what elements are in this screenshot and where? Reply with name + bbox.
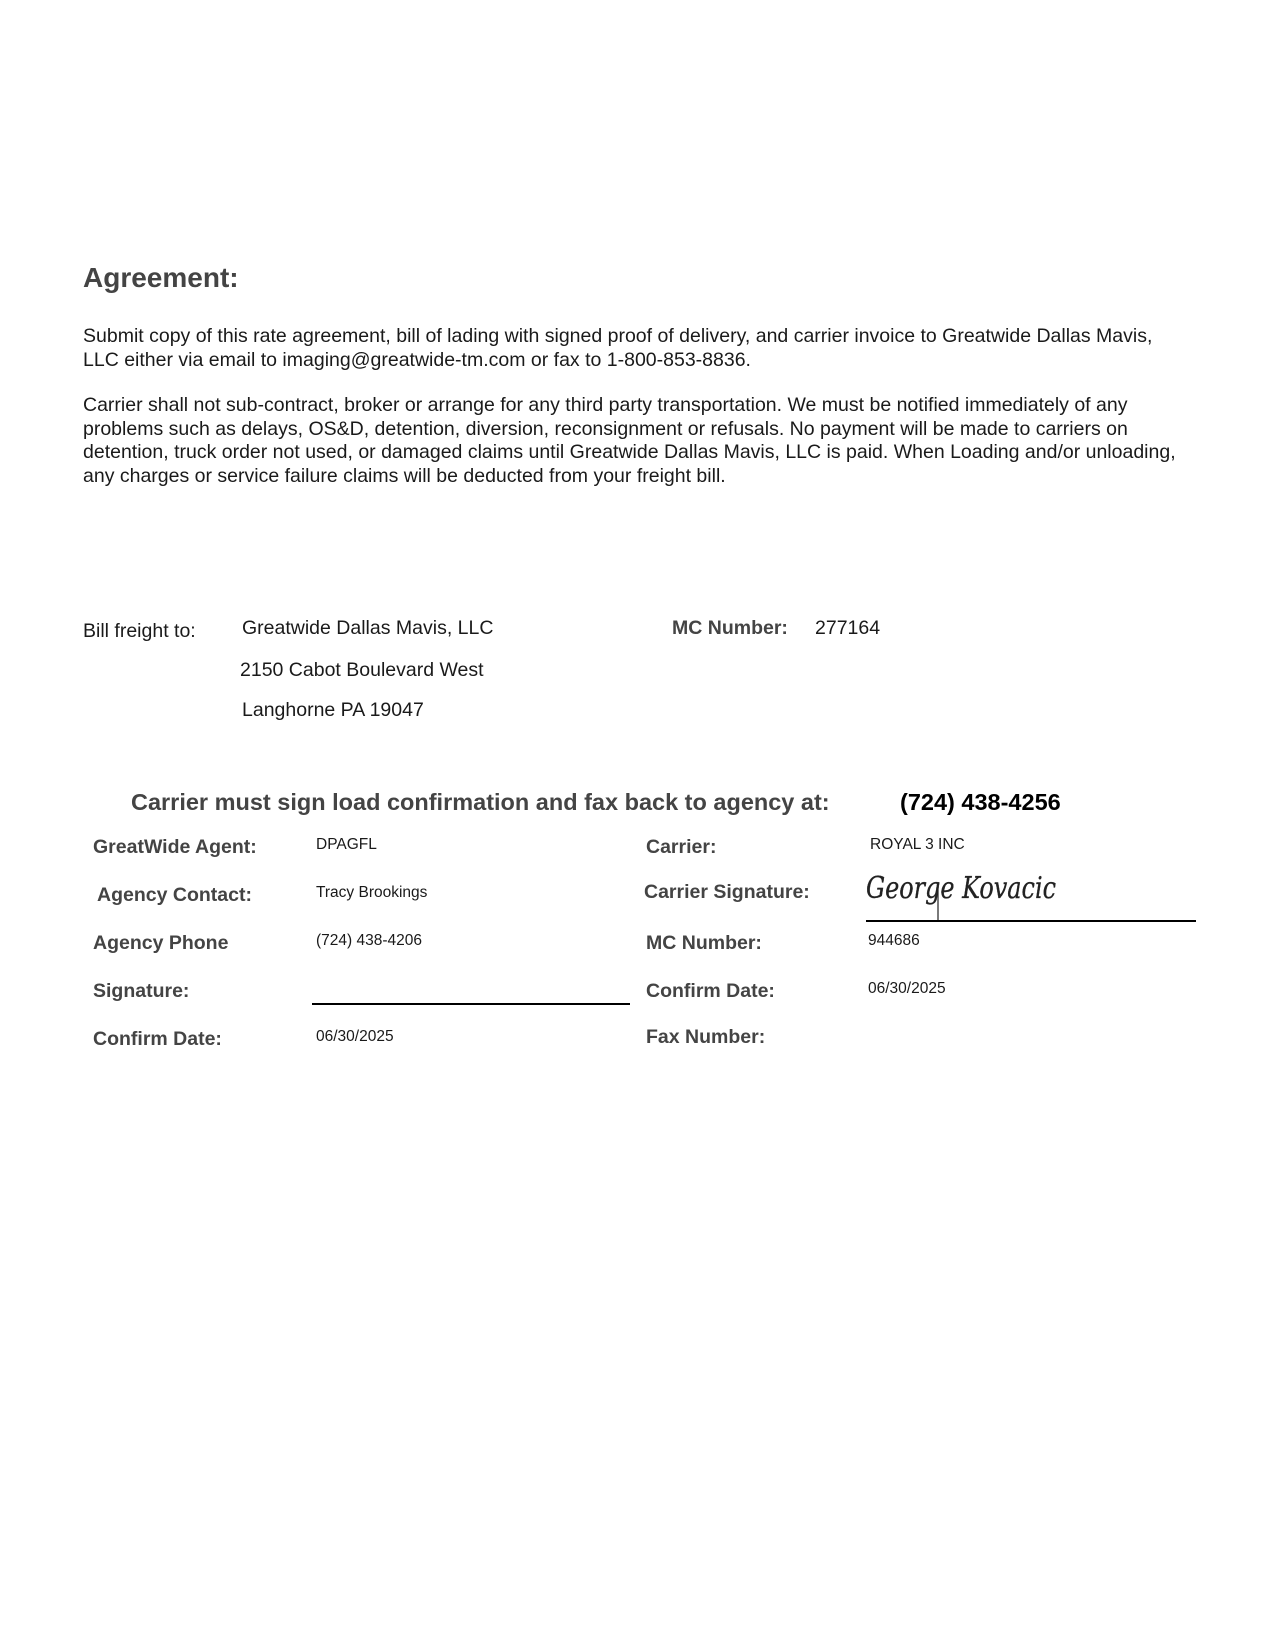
bill-freight-address-line1: 2150 Cabot Boulevard West xyxy=(240,659,484,681)
carrier-confirm-date-label: Confirm Date: xyxy=(646,980,775,1002)
agency-phone-value: (724) 438-4206 xyxy=(316,932,422,949)
agency-confirm-date-value: 06/30/2025 xyxy=(316,1028,394,1045)
agreement-terms-paragraph: Carrier shall not sub-contract, broker or arrange for any third party transportation. We must be notified immediately of any problems such as delays, OS&D, detention, diversion, reconsignment or refusals. No payment will be made to carriers on detention, truck order not used, or damaged claims until Greatwide Dallas Mavis, LLC is paid. When Loading and/or unloading, any charges or service failure claims will be deducted from your freight bill. xyxy=(83,394,1176,487)
carrier-fax-number-label: Fax Number: xyxy=(646,1026,766,1048)
bill-freight-company: Greatwide Dallas Mavis, LLC xyxy=(242,617,494,639)
agency-contact-value: Tracy Brookings xyxy=(316,884,428,901)
bill-mc-number-label: MC Number: xyxy=(672,617,788,639)
agency-phone-label: Agency Phone xyxy=(93,932,229,954)
carrier-value: ROYAL 3 INC xyxy=(870,836,965,853)
bill-freight-address-line2: Langhorne PA 19047 xyxy=(242,699,424,721)
carrier-confirm-date-value: 06/30/2025 xyxy=(868,980,946,997)
agency-fax-number: (724) 438-4256 xyxy=(900,789,1061,815)
agency-contact-label: Agency Contact: xyxy=(97,884,252,906)
agreement-heading: Agreement: xyxy=(83,262,239,293)
agent-label: GreatWide Agent: xyxy=(93,836,257,858)
confirmation-instruction: Carrier must sign load confirmation and fax back to agency at: xyxy=(131,789,830,815)
bill-freight-label: Bill freight to: xyxy=(83,620,196,642)
carrier-label: Carrier: xyxy=(646,836,717,858)
carrier-signature-script: George Kovacic xyxy=(866,871,1057,906)
agent-value: DPAGFL xyxy=(316,836,377,853)
agency-confirm-date-label: Confirm Date: xyxy=(93,1028,222,1050)
carrier-signature-line xyxy=(866,920,1196,922)
agency-signature-line xyxy=(312,1003,630,1005)
carrier-signature-image xyxy=(866,856,1066,936)
carrier-mc-number-value: 944686 xyxy=(868,932,920,949)
carrier-mc-number-label: MC Number: xyxy=(646,932,762,954)
agreement-submission-paragraph: Submit copy of this rate agreement, bill of lading with signed proof of delivery, and carrier invoice to Greatwide Dallas Mavis, LLC either via email to imaging@greatwide-tm.com or fax to 1-800-853-8836. xyxy=(83,325,1153,371)
agency-signature-label: Signature: xyxy=(93,980,190,1002)
carrier-signature-label: Carrier Signature: xyxy=(644,881,810,903)
bill-mc-number-value: 277164 xyxy=(815,617,881,639)
